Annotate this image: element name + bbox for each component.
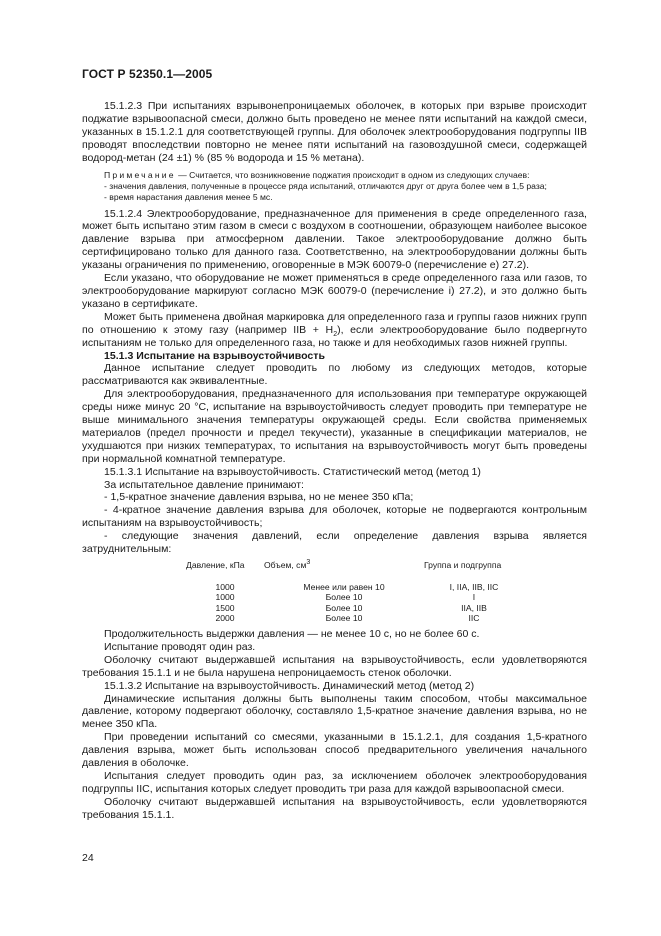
table-cell: 1000 xyxy=(215,581,235,592)
list-item: - 4-кратное значение давления взрыва для оболочек, которые не подвергаются контрольным испытаниям на взрывоустойчивость; xyxy=(82,504,587,530)
list-item: - 1,5-кратное значение давления взрыва, но не менее 350 кПа; xyxy=(104,491,414,504)
note-item: - время нарастания давления менее 5 мс. xyxy=(104,191,273,202)
table-row xyxy=(186,582,524,593)
paragraph-part: Может быть применена двойная маркировка для определенного газа и группы газов нижних групп по отношению к этому газу (например IIB + H xyxy=(82,310,587,336)
list-item: - следующие значения давлений, если определение давления взрыва является затруднительным: xyxy=(82,530,587,556)
paragraph-marking xyxy=(82,311,587,350)
section-heading: 15.1.3 Испытание на взрывоустойчивость xyxy=(104,349,325,362)
document-header: ГОСТ Р 52350.1—2005 xyxy=(82,67,213,81)
pressure-table xyxy=(186,560,524,624)
subsection-heading: 15.1.3.2 Испытание на взрывоустойчивость. Динамический метод (метод 2) xyxy=(104,679,475,692)
paragraph: Если указано, что оборудование не может применяться в среде определенного газа или газов, то электрооборудование маркируют согласно МЭК 60079-0 (перечисление i) 27.2), и это должно быть указано в сертификате. xyxy=(82,272,587,310)
table-cell: 2000 xyxy=(215,613,235,624)
paragraph: Испытания следует проводить один раз, за исключением оболочек электрооборудования подгруппы IIC, испытания которых следует проводить три раза для каждой взрывоопасной смеси. xyxy=(82,769,587,795)
table-cell: 1000 xyxy=(215,592,235,603)
table-cell: Более 10 xyxy=(325,592,363,603)
note-item: - значения давления, полученные в процессе ряда испытаний, отличаются друг от друга более чем в 1,5 раза; xyxy=(104,180,547,191)
table-header: Группа и подгруппа xyxy=(424,560,502,570)
paragraph: Оболочку считают выдержавшей испытания на взрывоустойчивость, если удовлетворяются требования 15.1.1. xyxy=(82,795,587,821)
note xyxy=(82,170,587,203)
paragraph: Продолжительность выдержки давления — не менее 10 с, но не более 60 с. xyxy=(104,627,480,640)
table-row xyxy=(186,592,524,603)
paragraph: Для электрооборудования, предназначенного для использования при температуре окружающей среды ниже минус 20 °С, испытание на взрывоустойчивость следует проводить при температуре не выше минимального значения температуры окружающей среды. Если свойства применяемых материалов (предел прочности и предел текучести), указанные в спецификации материалов, не ухудшаются при низких температурах, то испытания на взрывоустойчивость могут быть проведены при нормальной комнатной температуре. xyxy=(82,388,587,465)
subsection-heading: 15.1.3.1 Испытание на взрывоустойчивость. Статистический метод (метод 1) xyxy=(104,465,481,478)
paragraph: Динамические испытания должны быть выполнены таким способом, чтобы максимальное давление, которому подвергают оболочку, составляло 1,5-кратное значение давления взрыва, но не менее 350 кПа. xyxy=(82,692,587,731)
table-cell: Более 10 xyxy=(325,602,363,613)
paragraph: Оболочку считают выдержавшей испытания на взрывоустойчивость, если удовлетворяются требования 15.1.1 и не была нарушена непроницаемость стенок оболочки. xyxy=(82,653,587,679)
table-cell: IIC xyxy=(468,613,480,624)
table-cell: IIA, IIB xyxy=(461,602,487,613)
table-header-row xyxy=(186,560,524,582)
table-header: Давление, кПа xyxy=(186,560,245,570)
paragraph: Данное испытание следует проводить по любому из следующих методов, которые рассматриваются как эквивалентные. xyxy=(82,362,587,388)
table-cell: Более 10 xyxy=(325,613,363,624)
paragraph: 15.1.2.3 При испытаниях взрывонепроницаемых оболочек, в которых при взрыве происходит поджатие взрывоопасной смеси, должно быть проведено не менее пяти испытаний на каждой смеси, указанных в 15.1.2.1 для соответствующей группы. Для оболочек электрооборудования подгруппы IIB проводят впоследствии повторно не менее пяти испытаний на газовоздушной смеси, содержащей водород-метан (24 ±1) % (85 % водорода и 15 % метана). xyxy=(82,100,587,164)
table-cell: I, IIA, IIB, IIC xyxy=(449,581,499,592)
paragraph: Испытание проводят один раз. xyxy=(104,640,256,653)
document-body xyxy=(82,100,587,822)
paragraph-part: ), если электрооборудование было подвергнуто испытаниям не только для определенного газа, но также и для необходимых газов нижней группы. xyxy=(82,323,587,349)
superscript: 3 xyxy=(306,559,311,567)
table-row xyxy=(186,613,524,624)
table-cell: 1500 xyxy=(215,602,235,613)
table-header-text: Объем, см xyxy=(264,560,307,570)
note-label: Примечание xyxy=(104,169,176,180)
subscript: 2 xyxy=(333,330,338,338)
paragraph: За испытательное давление принимают: xyxy=(104,478,304,491)
note-text: — Считается, что возникновение поджатия происходит в одном из следующих случаев: xyxy=(175,169,530,180)
table-row xyxy=(186,603,524,614)
table-header xyxy=(264,560,424,582)
paragraph: При проведении испытаний со смесями, указанными в 15.1.2.1, для создания 1,5-кратного давления взрыва, может быть использован способ предварительного увеличения начального давления в оболочке. xyxy=(82,731,587,770)
page-number: 24 xyxy=(82,852,94,864)
table-cell: I xyxy=(472,592,476,603)
table-cell: Менее или равен 10 xyxy=(303,581,385,592)
paragraph: 15.1.2.4 Электрооборудование, предназначенное для применения в среде определенного газа, может быть испытано этим газом в смеси с воздухом в соотношении, образующем наиболее высокое давление взрыва при атмосферном давлении. Такое электрооборудование должно быть сертифицировано только для данного газа. Соответственно, на электрооборудовании должны быть указаны ограничения по применению, оговоренные в МЭК 60079-0 (перечисление е) 27.2). xyxy=(82,207,587,272)
